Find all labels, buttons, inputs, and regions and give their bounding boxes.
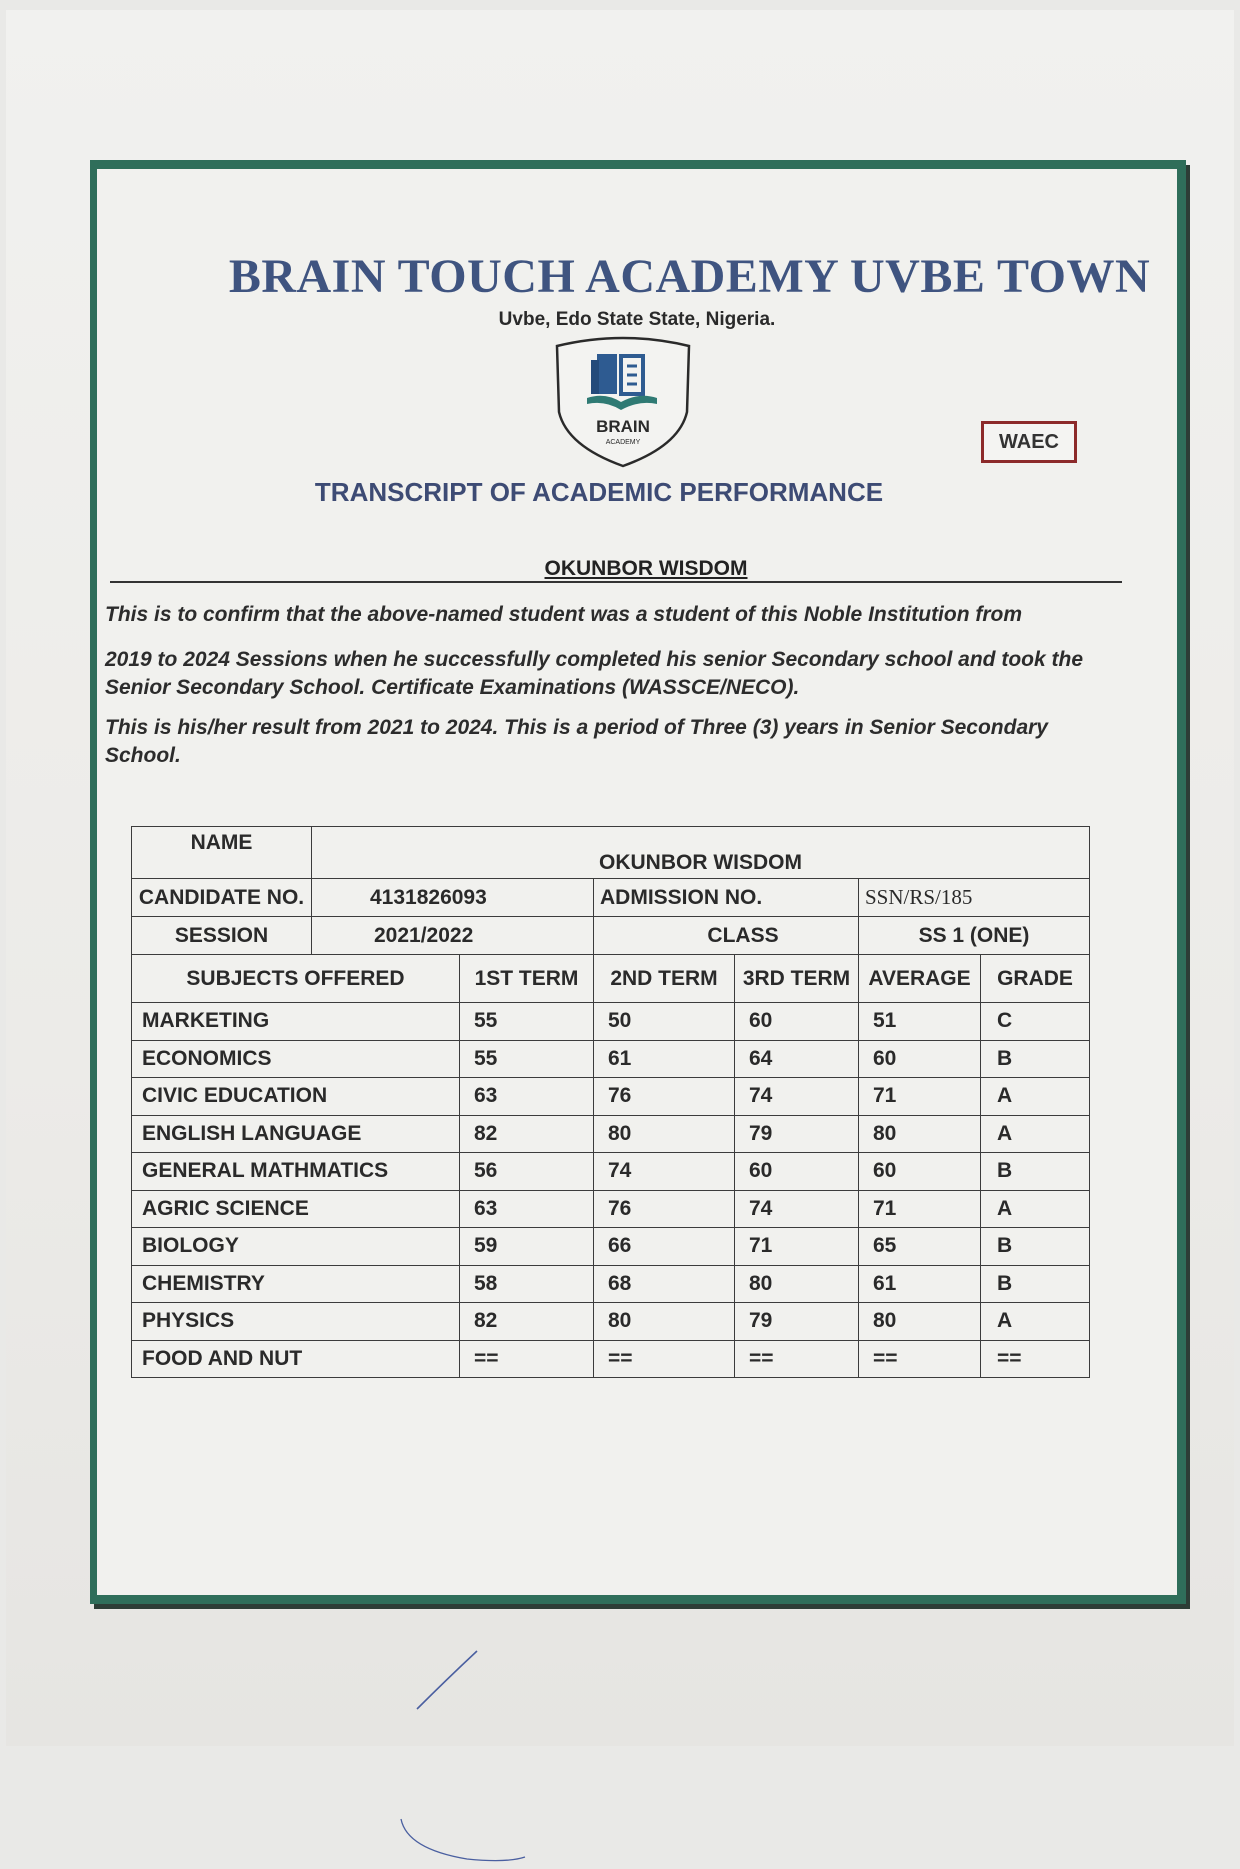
school-address: Uvbe, Edo State State, Nigeria. — [498, 309, 776, 330]
average-cell: 71 — [859, 1190, 981, 1228]
term1-cell: 82 — [460, 1303, 594, 1341]
term2-cell: 50 — [594, 1003, 735, 1041]
document-title: TRANSCRIPT OF ACADEMIC PERFORMANCE — [314, 477, 884, 507]
grade-cell: A — [981, 1190, 1090, 1228]
candidate-label: CANDIDATE NO. — [132, 879, 312, 917]
table-row — [132, 1003, 1090, 1041]
candidate-value: 4131826093 — [312, 879, 594, 917]
term2-cell: 76 — [594, 1078, 735, 1116]
signature-mark — [387, 1649, 527, 1869]
term1-cell: 55 — [460, 1040, 594, 1078]
grade-cell: == — [981, 1340, 1090, 1378]
subject-cell: CHEMISTRY — [132, 1265, 460, 1303]
subject-cell: ECONOMICS — [132, 1040, 460, 1078]
subject-cell: CIVIC EDUCATION — [132, 1078, 460, 1116]
table-row — [132, 1078, 1090, 1116]
term2-cell: 61 — [594, 1040, 735, 1078]
term3-cell: 60 — [735, 1003, 859, 1041]
term3-cell: 74 — [735, 1078, 859, 1116]
subject-cell: MARKETING — [132, 1003, 460, 1041]
term3-cell: 71 — [735, 1228, 859, 1266]
term3-cell: 79 — [735, 1303, 859, 1341]
term3-cell: 80 — [735, 1265, 859, 1303]
table-row — [132, 1153, 1090, 1191]
subject-cell: FOOD AND NUT — [132, 1340, 460, 1378]
term2-cell: 68 — [594, 1265, 735, 1303]
logo-subtext: ACADEMY — [605, 439, 641, 446]
grade-cell: A — [981, 1078, 1090, 1116]
table-row — [132, 1303, 1090, 1341]
grade-cell: C — [981, 1003, 1090, 1041]
term1-cell: 82 — [460, 1115, 594, 1153]
grade-cell: A — [981, 1303, 1090, 1341]
admission-label: ADMISSION NO. — [594, 879, 859, 917]
table-row — [132, 1115, 1090, 1153]
name-underline-divider — [110, 581, 1122, 583]
confirmation-paragraph-2: 2019 to 2024 Sessions when he successfully completed his senior Secondary school and took the Senior Secondary School. Certificate Examinations (WASSCE/NECO). — [105, 648, 1083, 699]
average-cell: 60 — [859, 1153, 981, 1191]
term3-cell: 60 — [735, 1153, 859, 1191]
column-header-average: AVERAGE — [859, 955, 981, 1003]
book-shield-logo-icon — [547, 334, 699, 469]
grade-cell: B — [981, 1265, 1090, 1303]
average-cell: 61 — [859, 1265, 981, 1303]
subject-cell: BIOLOGY — [132, 1228, 460, 1266]
transcript-frame — [90, 160, 1186, 1604]
column-header-term1: 1ST TERM — [460, 955, 594, 1003]
column-header-grade: GRADE — [981, 955, 1090, 1003]
paper-sheet — [6, 10, 1234, 1746]
average-cell: == — [859, 1340, 981, 1378]
grade-cell: B — [981, 1040, 1090, 1078]
grade-cell: A — [981, 1115, 1090, 1153]
term1-cell: 58 — [460, 1265, 594, 1303]
term2-cell: == — [594, 1340, 735, 1378]
session-row — [132, 917, 1090, 955]
term1-cell: == — [460, 1340, 594, 1378]
average-cell: 80 — [859, 1115, 981, 1153]
table-row — [132, 1190, 1090, 1228]
term1-cell: 59 — [460, 1228, 594, 1266]
name-value: OKUNBOR WISDOM — [312, 827, 1090, 879]
student-name-heading: OKUNBOR WISDOM — [544, 557, 748, 580]
term1-cell: 56 — [460, 1153, 594, 1191]
subject-cell: GENERAL MATHMATICS — [132, 1153, 460, 1191]
term2-cell: 66 — [594, 1228, 735, 1266]
name-label: NAME — [132, 827, 312, 879]
term2-cell: 76 — [594, 1190, 735, 1228]
session-label: SESSION — [132, 917, 312, 955]
subject-cell: ENGLISH LANGUAGE — [132, 1115, 460, 1153]
candidate-row — [132, 879, 1090, 917]
term1-cell: 63 — [460, 1190, 594, 1228]
term3-cell: 79 — [735, 1115, 859, 1153]
term2-cell: 80 — [594, 1303, 735, 1341]
confirmation-paragraph-3: This is his/her result from 2021 to 2024. This is a period of Three (3) years in Senior Secondary School. — [105, 716, 1048, 767]
name-row — [132, 827, 1090, 879]
term2-cell: 80 — [594, 1115, 735, 1153]
table-row — [132, 1340, 1090, 1378]
average-cell: 80 — [859, 1303, 981, 1341]
waec-badge: WAEC — [981, 421, 1077, 463]
confirmation-paragraph-1: This is to confirm that the above-named student was a student of this Noble Institution from — [105, 603, 1023, 626]
term3-cell: == — [735, 1340, 859, 1378]
term1-cell: 55 — [460, 1003, 594, 1041]
column-header-subjects: SUBJECTS OFFERED — [132, 955, 460, 1003]
term3-cell: 74 — [735, 1190, 859, 1228]
term2-cell: 74 — [594, 1153, 735, 1191]
admission-value: SSN/RS/185 — [859, 879, 1090, 917]
term1-cell: 63 — [460, 1078, 594, 1116]
average-cell: 51 — [859, 1003, 981, 1041]
column-header-term3: 3RD TERM — [735, 955, 859, 1003]
class-value: SS 1 (ONE) — [859, 917, 1090, 955]
grade-cell: B — [981, 1228, 1090, 1266]
table-row — [132, 1040, 1090, 1078]
table-row — [132, 1265, 1090, 1303]
term3-cell: 64 — [735, 1040, 859, 1078]
results-table — [131, 826, 1090, 1378]
average-cell: 60 — [859, 1040, 981, 1078]
table-row — [132, 1228, 1090, 1266]
logo-text: BRAIN — [596, 417, 650, 436]
result-rows — [132, 1003, 1090, 1378]
subject-cell: AGRIC SCIENCE — [132, 1190, 460, 1228]
class-label: CLASS — [594, 917, 859, 955]
school-name: BRAIN TOUCH ACADEMY UVBE TOWN — [228, 250, 1151, 303]
column-header-term2: 2ND TERM — [594, 955, 735, 1003]
session-value: 2021/2022 — [312, 917, 594, 955]
average-cell: 71 — [859, 1078, 981, 1116]
average-cell: 65 — [859, 1228, 981, 1266]
subject-cell: PHYSICS — [132, 1303, 460, 1341]
grade-cell: B — [981, 1153, 1090, 1191]
column-header-row — [132, 955, 1090, 1003]
